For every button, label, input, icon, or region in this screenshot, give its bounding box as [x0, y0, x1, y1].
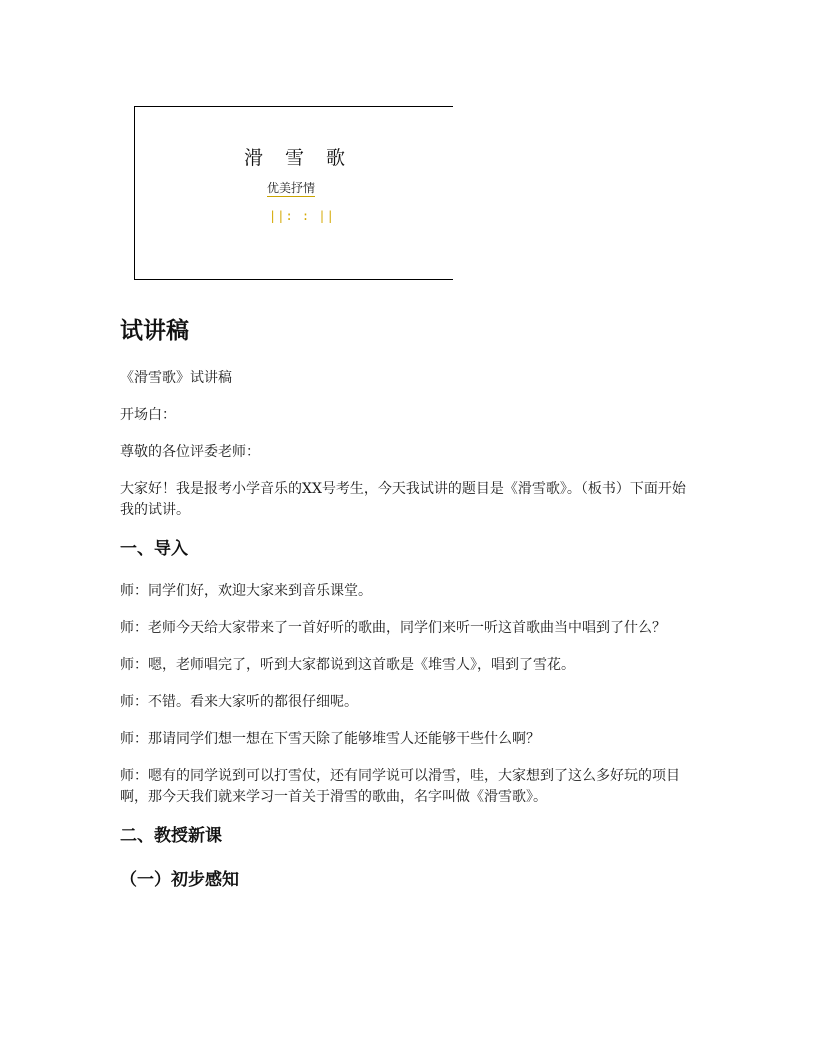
intro-paragraph: 大家好！我是报考小学音乐的XX号考生，今天我试讲的题目是《滑雪歌》。（板书）下面开始我的试讲。 — [120, 481, 686, 518]
greeting: 尊敬的各位评委老师： — [120, 444, 260, 460]
subsection-heading: （一）初步感知 — [120, 870, 239, 890]
section-heading-new-lesson: 二、教授新课 — [120, 826, 222, 846]
dialogue-paragraph: 师：同学们好，欢迎大家来到音乐课堂。 — [120, 583, 372, 599]
document-body — [120, 316, 698, 892]
slide-subtitle: 优美抒情 — [267, 181, 316, 195]
dialogue-paragraph: 师：嗯，老师唱完了，听到大家都说到这首歌是《堆雪人》，唱到了雪花。 — [120, 657, 575, 673]
slide-title: 滑 雪 歌 — [243, 147, 354, 169]
dialogue-paragraph: 师：那请同学们想一想在下雪天除了能够堆雪人还能够干些什么啊？ — [120, 731, 540, 747]
opening-label: 开场白： — [120, 407, 176, 423]
dialogue-paragraph: 师：嗯有的同学说到可以打雪仗，还有同学说可以滑雪，哇，大家想到了这么多好玩的项目啊，那今天我们就来学习一首关于滑雪的歌曲，名字叫做《滑雪歌》。 — [120, 768, 680, 805]
dialogue-paragraph: 师：不错。看来大家听的都很仔细呢。 — [120, 694, 358, 710]
slide-thumbnail — [134, 106, 453, 280]
lesson-title: 《滑雪歌》试讲稿 — [120, 370, 232, 386]
slide-repeat-marks: ||: : || — [269, 209, 335, 223]
dialogue-paragraph: 师：老师今天给大家带来了一首好听的歌曲，同学们来听一听这首歌曲当中唱到了什么？ — [120, 620, 666, 636]
document-title: 试讲稿 — [120, 318, 189, 344]
section-heading-intro: 一、导入 — [120, 539, 188, 559]
